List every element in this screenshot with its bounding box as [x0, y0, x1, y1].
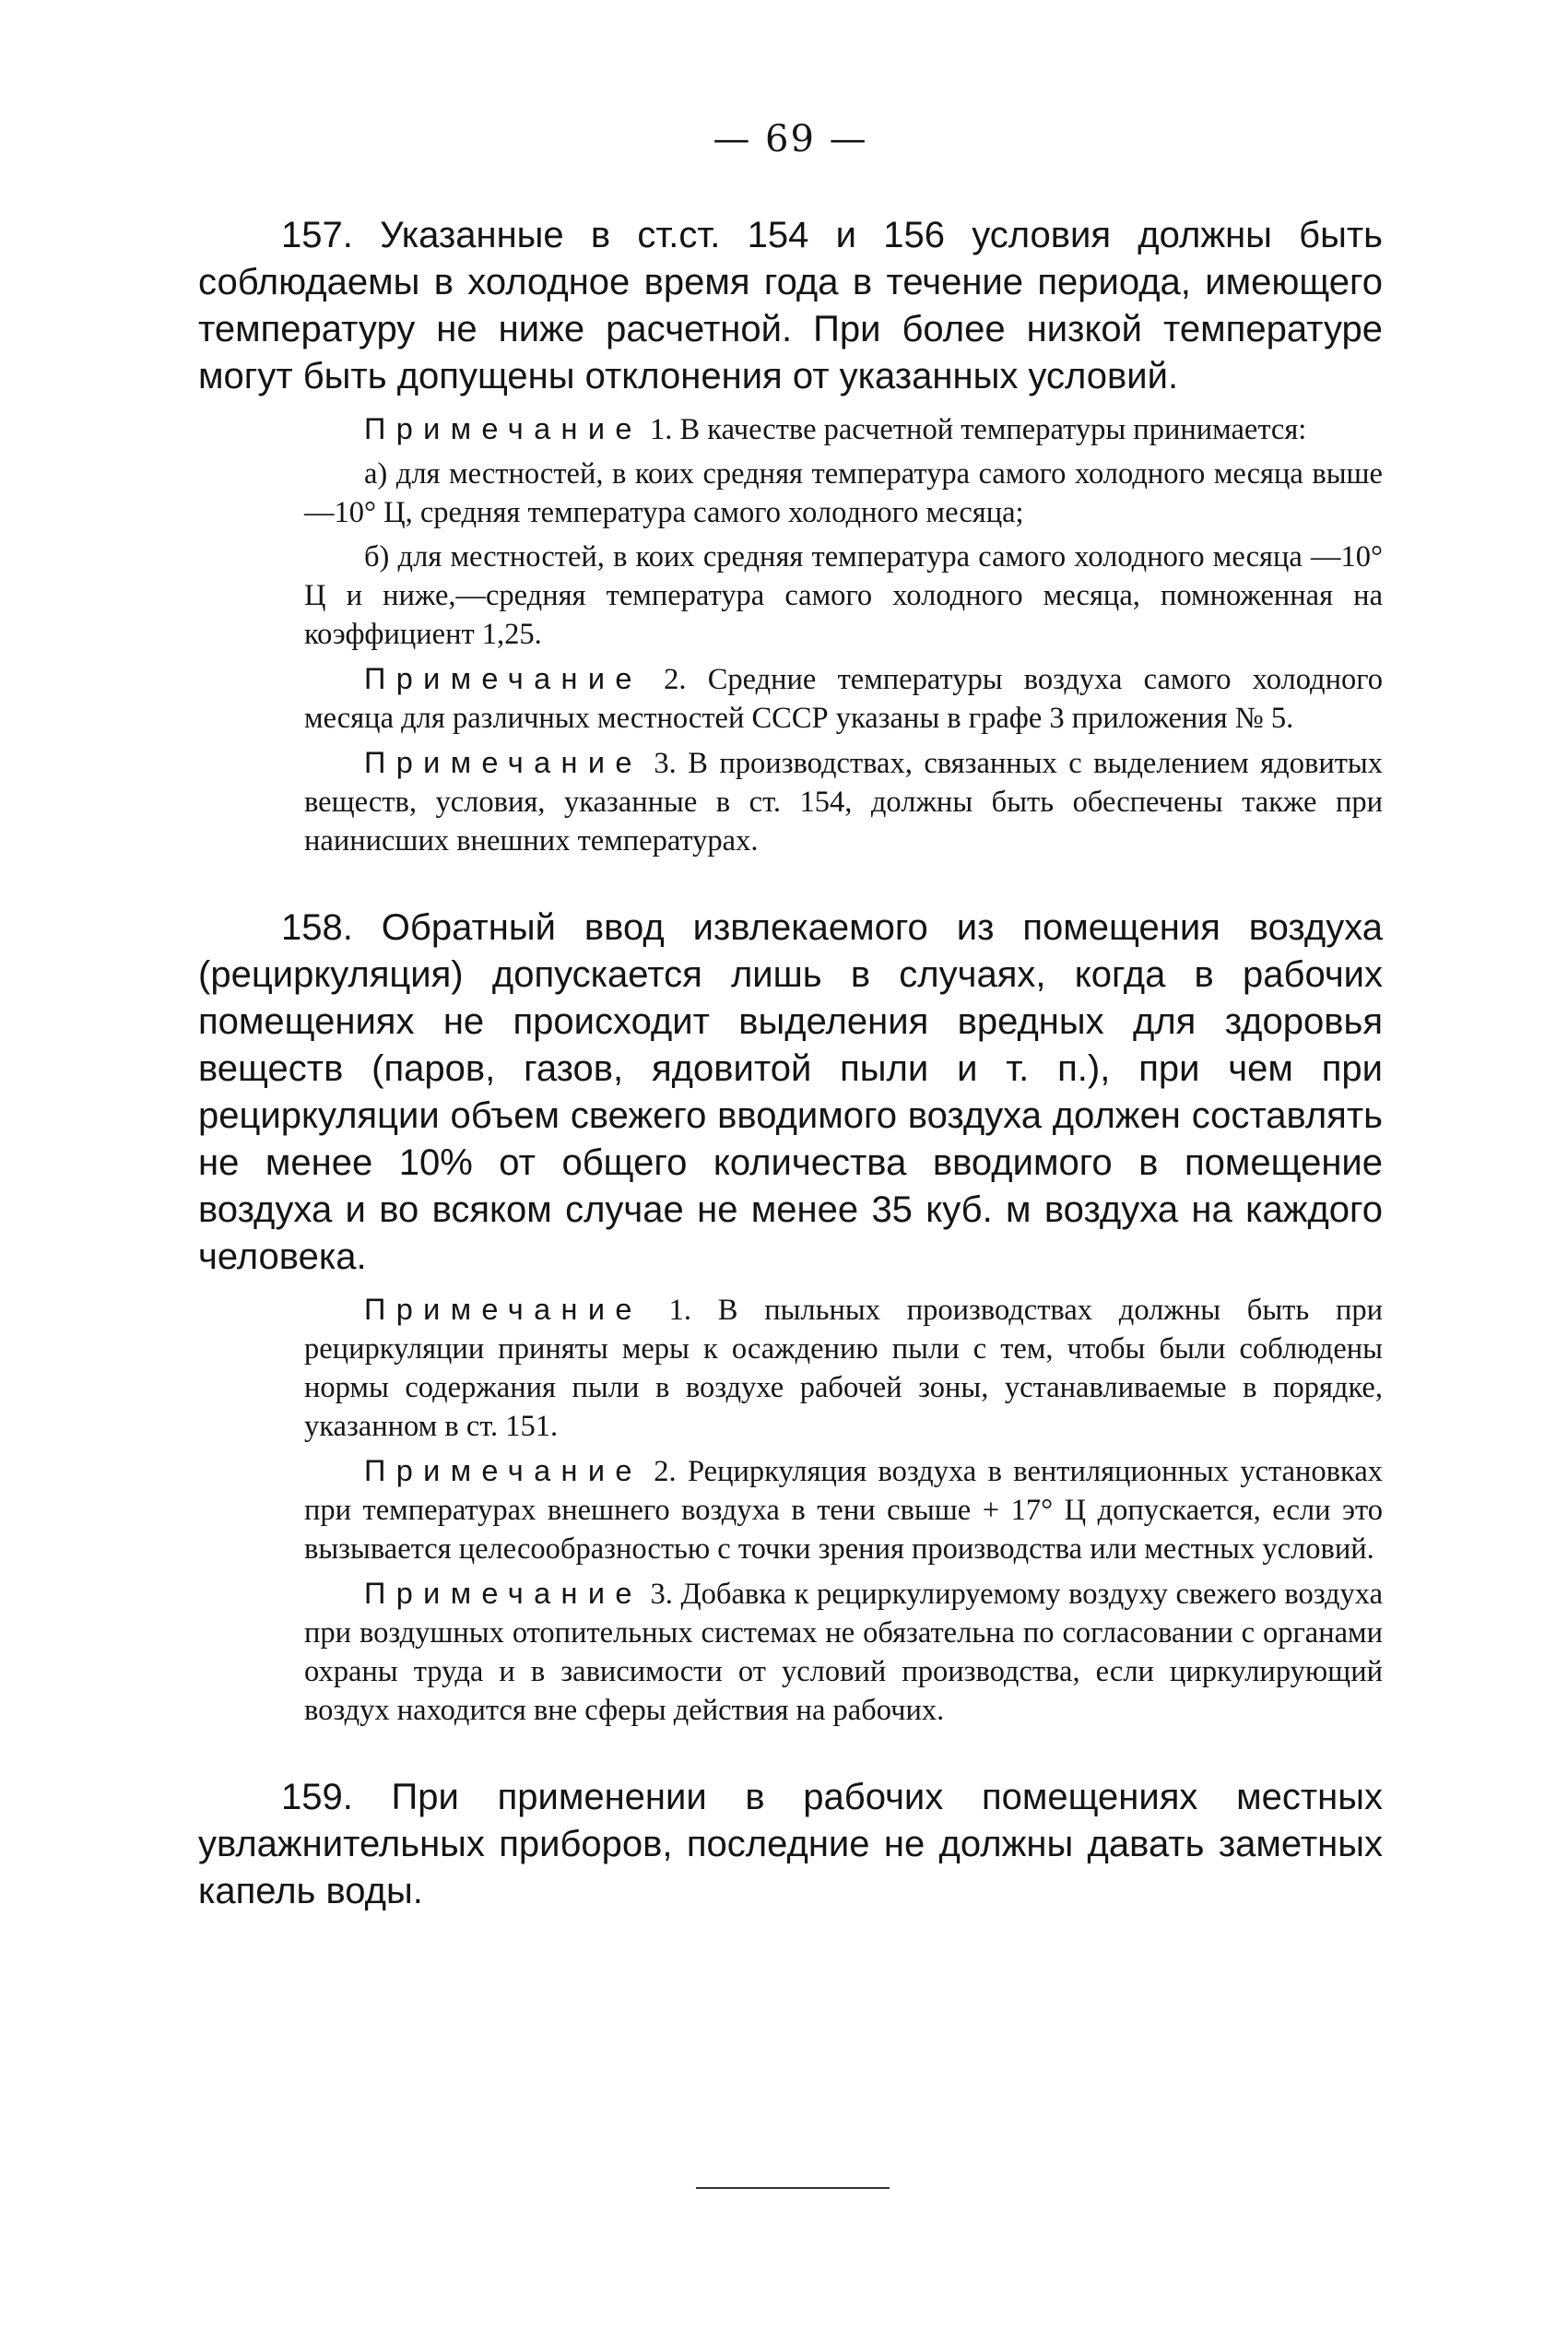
- note-157-1: [304, 409, 1383, 449]
- note-label: Примечание: [364, 1293, 643, 1326]
- note-label: Примечание: [364, 662, 643, 695]
- section-158-text: 158. Обратный ввод извлекаемого из помещения воздуха (рециркуляция) допускается лишь в случаях, когда в рабочих помещениях не происходит выделения вредных для здоровья веществ (паров, газов, ядовитой пыли и т. п.), при чем при рециркуляции объем свежего вводимого воздуха должен составлять не менее 10% от общего количества вводимого в помещение воздуха и во всяком случае не менее 35 куб. м воздуха на каждого человека.: [198, 907, 1383, 1277]
- section-157-text: 157. Указанные в ст.ст. 154 и 156 условия должны быть соблюдаемы в холодное время года в течение периода, имеющего температуру не ниже расчетной. При более низкой температуре могут быть допущены отклонения от указанных условий.: [198, 215, 1383, 396]
- note-text: 3. Добавка к рециркулируемому воздуху свежего воздуха при воздушных отопительных системах не обязательна по согласовании с органами охраны труда и в зависимости от условий производства, если циркулирующий воздух находится вне сферы действия на рабочих.: [304, 1578, 1383, 1727]
- note-label: Примечание: [364, 412, 643, 445]
- section-159: [198, 1774, 1383, 1915]
- note-label: Примечание: [364, 1577, 643, 1610]
- note-158-3: [304, 1574, 1383, 1730]
- section-gap: [198, 1735, 1383, 1774]
- note-text: 3. В производствах, связанных с выделением ядовитых веществ, условия, указанные в ст. 154, должны быть обеспечены также при наинисших внешних температурах.: [304, 747, 1383, 857]
- note-text: 1. В пыльных производствах должны быть при рециркуляции приняты меры к осаждению пыли с тем, чтобы были соблюдены нормы содержания пыли в воздухе рабочей зоны, устанавливаемые в порядке, указанном в ст. 151.: [304, 1294, 1383, 1443]
- section-157: [198, 212, 1383, 400]
- section-158: [198, 905, 1383, 1281]
- section-158-notes: [198, 1290, 1383, 1730]
- note-text: 2. Рециркуляция воздуха в вентиляционных установках при температурах внешнего воздуха в тени свыше + 17° Ц допускается, если это вызывается целесообразностью с точки зрения производства или местных условий.: [304, 1455, 1383, 1566]
- note-157-3: [304, 743, 1383, 860]
- note-158-2: [304, 1451, 1383, 1568]
- note-text: 1. В качестве расчетной температуры принимается:: [642, 413, 1307, 446]
- note-text: а) для местностей, в коих средняя температура самого холодного месяца выше —10° Ц, средняя температура самого холодного месяца;: [304, 457, 1383, 529]
- section-159-text: 159. При применении в рабочих помещениях местных увлажнительных приборов, последние не должны давать заметных капель воды.: [198, 1777, 1383, 1911]
- note-157-item-a: [304, 455, 1383, 532]
- note-text: б) для местностей, в коих средняя температура самого холодного месяца —10° Ц и ниже,—средняя температура самого холодного месяца, помноженная на коэффициент 1,25.: [304, 540, 1383, 651]
- document-page: [198, 118, 1383, 1915]
- note-text: 2. Средние температуры воздуха самого холодного месяца для различных местностей СССР указаны в графе 3 приложения № 5.: [304, 663, 1383, 735]
- note-label: Примечание: [364, 746, 643, 779]
- section-gap: [198, 866, 1383, 905]
- note-158-1: [304, 1290, 1383, 1446]
- note-157-item-b: [304, 538, 1383, 654]
- note-157-2: [304, 659, 1383, 738]
- section-157-notes: [198, 409, 1383, 860]
- page-number: — 69 —: [713, 118, 868, 160]
- note-label: Примечание: [364, 1454, 643, 1487]
- end-rule: [696, 2187, 890, 2189]
